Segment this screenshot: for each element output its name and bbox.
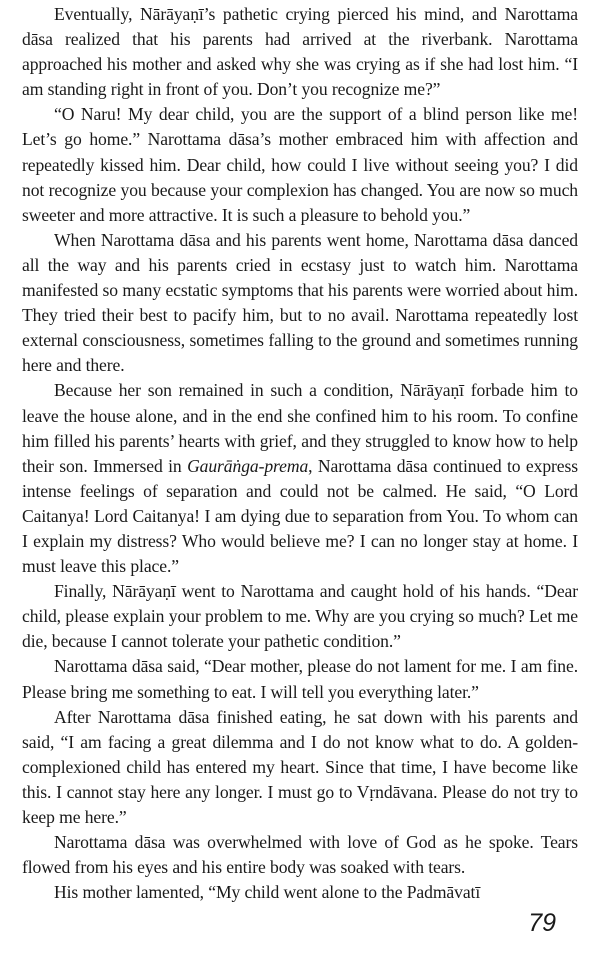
paragraph bbox=[22, 378, 578, 579]
italic-term: Gaurāṅga-prema bbox=[187, 455, 309, 476]
paragraph: “O Naru! My dear child, you are the support of a blind person like me! Let’s go home.” Narottama dāsa’s mother embraced him with affection and repeatedly kissed him. Dear child, how could I live without seeing you? I did not recognize you because your complexion has changed. You are now so much sweeter and more attractive. It is such a pleasure to behold you.” bbox=[22, 104, 578, 225]
paragraph: After Narottama dāsa finished eating, he sat down with his parents and said, “I am facing a great dilemma and I do not know what to do. A golden-complexioned child has entered my heart. Since that time, I have become like this. I cannot stay here any longer. I must go to Vṛndāvana. Please do not try to keep me here.” bbox=[22, 706, 578, 827]
paragraph-text: , Narottama dāsa continued to express intense feelings of separation and could not be calmed. He said, “O Lord Caitanya! Lord Caitanya! I am dying due to separation from You. To whom can I explain my distress? Who would believe me? I can no longer stay at home. I must leave this place.” bbox=[22, 455, 578, 577]
paragraph: Finally, Nārāyaṇī went to Narottama and caught hold of his hands. “Dear child, please explain your problem to me. Why are you crying so much? Let me die, because I cannot tolerate your pathetic condition.” bbox=[22, 581, 578, 652]
page-number: 79 bbox=[528, 909, 556, 937]
body-text bbox=[22, 2, 578, 905]
paragraph: His mother lamented, “My child went alone to the Padmāvatī bbox=[54, 882, 481, 903]
paragraph-text: Because her son remained in such a condition, Nārāyaṇī forbade him to leave the house alone, and in the end she confined him to his room. To confine him filled his parents’ hearts with grief, and they struggled to know how to help their son. Immersed in bbox=[22, 380, 578, 476]
paragraph: Eventually, Nārāyaṇī’s pathetic crying pierced his mind, and Narottama dāsa realized that his parents had arrived at the riverbank. Narottama approached his mother and asked why she was crying as if she had lost him. “I am standing right in front of you. Don’t you recognize me?” bbox=[22, 4, 578, 100]
paragraph: Narottama dāsa said, “Dear mother, please do not lament for me. I am fine. Please bring me something to eat. I will tell you everything later.” bbox=[22, 656, 578, 702]
paragraph: Narottama dāsa was overwhelmed with love of God as he spoke. Tears flowed from his eyes and his entire body was soaked with tears. bbox=[22, 832, 578, 878]
paragraph: When Narottama dāsa and his parents went home, Narottama dāsa danced all the way and his parents cried in ecstasy just to watch him. Narottama manifested so many ecstatic symptoms that his parents were worried about him. They tried their best to pacify him, but to no avail. Narottama repeatedly lost external consciousness, sometimes falling to the ground and sometimes running here and there. bbox=[22, 229, 578, 376]
